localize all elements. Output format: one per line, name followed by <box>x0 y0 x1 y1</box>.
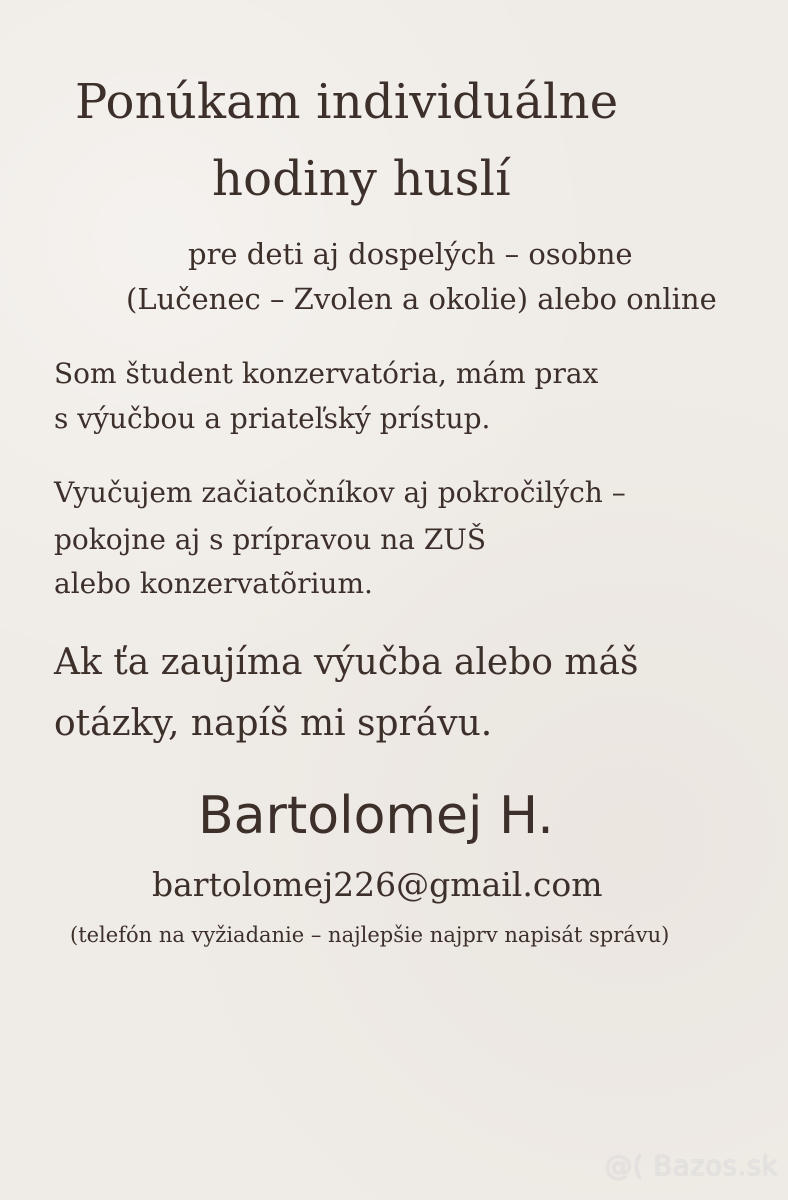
call-to-action-line-1: Ak ťa zaujíma výučba alebo máš <box>54 642 639 683</box>
paragraph-1-line-1: Som študent konzervatória, mám prax <box>54 357 599 390</box>
email-address: bartolomej226@gmail.com <box>152 865 603 904</box>
title-line-1: Ponúkam individuálne <box>75 74 619 130</box>
paragraph-2-line-3: alebo konzervatõrium. <box>54 567 373 600</box>
subtitle-line-1: pre deti aj dospelých – osobne <box>188 237 633 271</box>
call-to-action-line-2: otázky, napíš mi správu. <box>54 703 493 744</box>
bazos-watermark: @( Bazos.sk <box>604 1149 778 1182</box>
paragraph-2-line-1: Vyučujem začiatočníkov aj pokročilých – <box>54 476 626 509</box>
paragraph-1-line-2: s výučbou a priateľský prístup. <box>54 402 491 435</box>
title-line-2: hodiny huslí <box>212 151 511 207</box>
subtitle-line-2: (Lučenec – Zvolen a okolie) alebo online <box>126 282 717 316</box>
paragraph-2-line-2: pokojne aj s prípravou na ZUŠ <box>54 523 487 556</box>
phone-note: (telefón na vyžiadanie – najlepšie najprv napisát správu) <box>70 923 670 947</box>
signature-name: Bartolomej H. <box>198 786 554 846</box>
